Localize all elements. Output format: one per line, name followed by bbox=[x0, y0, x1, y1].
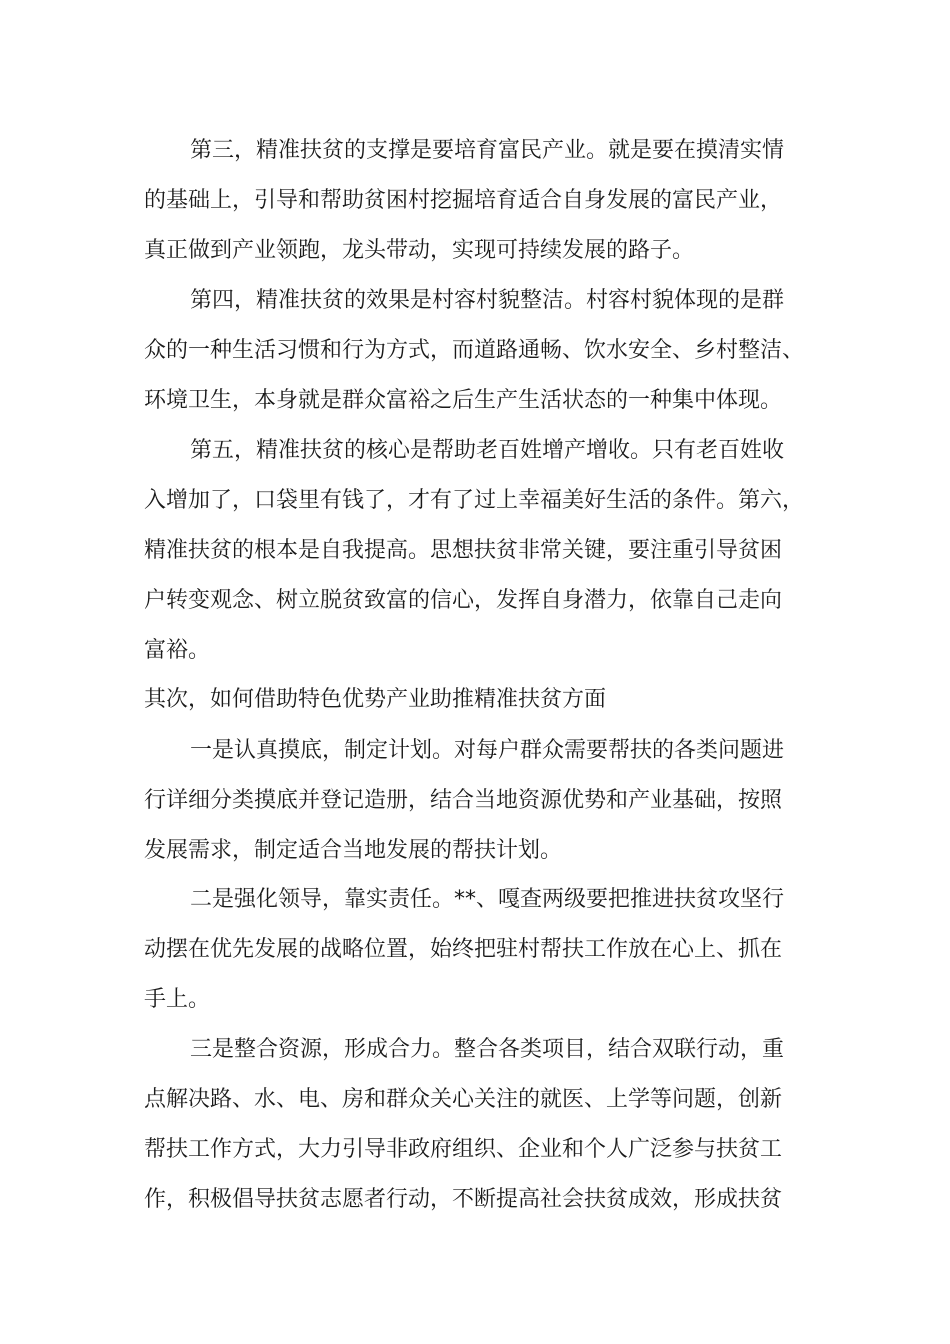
text-line: 手上。 bbox=[144, 987, 211, 1012]
text-line: 行详细分类摸底并登记造册，结合当地资源优势和产业基础，按照 bbox=[144, 788, 783, 813]
text-line: 入增加了，口袋里有钱了，才有了过上幸福美好生活的条件。第六， bbox=[144, 488, 805, 513]
text-line: 动摆在优先发展的战略位置，始终把驻村帮扶工作放在心上、抓在 bbox=[144, 937, 783, 962]
text-line: 点解决路、水、电、房和群众关心关注的就医、上学等问题，创新 bbox=[144, 1087, 783, 1112]
section-heading: 其次，如何借助特色优势产业助推精准扶贫方面 bbox=[144, 687, 607, 712]
text-line: 精准扶贫的根本是自我提高。思想扶贫非常关键，要注重引导贫困 bbox=[144, 538, 783, 563]
text-line: 一是认真摸底，制定计划。对每户群众需要帮扶的各类问题进 bbox=[190, 738, 785, 763]
text-line: 第五，精准扶贫的核心是帮助老百姓增产增收。只有老百姓收 bbox=[190, 438, 785, 463]
text-line: 二是强化领导，靠实责任。**、嘎查两级要把推进扶贫攻坚行 bbox=[190, 887, 785, 912]
text-line: 作，积极倡导扶贫志愿者行动，不断提高社会扶贫成效，形成扶贫 bbox=[144, 1187, 783, 1212]
text-line: 真正做到产业领跑，龙头带动，实现可持续发展的路子。 bbox=[144, 238, 695, 263]
text-line: 发展需求，制定适合当地发展的帮扶计划。 bbox=[144, 838, 563, 863]
text-line: 的基础上，引导和帮助贫困村挖掘培育适合自身发展的富民产业， bbox=[144, 188, 783, 213]
text-line: 环境卫生，本身就是群众富裕之后生产生活状态的一种集中体现。 bbox=[144, 388, 783, 413]
text-line: 第四，精准扶贫的效果是村容村貌整洁。村容村貌体现的是群 bbox=[190, 288, 785, 313]
text-line: 众的一种生活习惯和行为方式，而道路通畅、饮水安全、乡村整洁、 bbox=[144, 338, 805, 363]
text-line: 三是整合资源，形成合力。整合各类项目，结合双联行动，重 bbox=[190, 1037, 785, 1062]
text-line: 第三，精准扶贫的支撑是要培育富民产业。就是要在摸清实情 bbox=[190, 138, 785, 163]
text-line: 富裕。 bbox=[144, 638, 211, 663]
text-line: 户转变观念、树立脱贫致富的信心，发挥自身潜力，依靠自己走向 bbox=[144, 588, 783, 613]
text-line: 帮扶工作方式，大力引导非政府组织、企业和个人广泛参与扶贫工 bbox=[144, 1137, 783, 1162]
